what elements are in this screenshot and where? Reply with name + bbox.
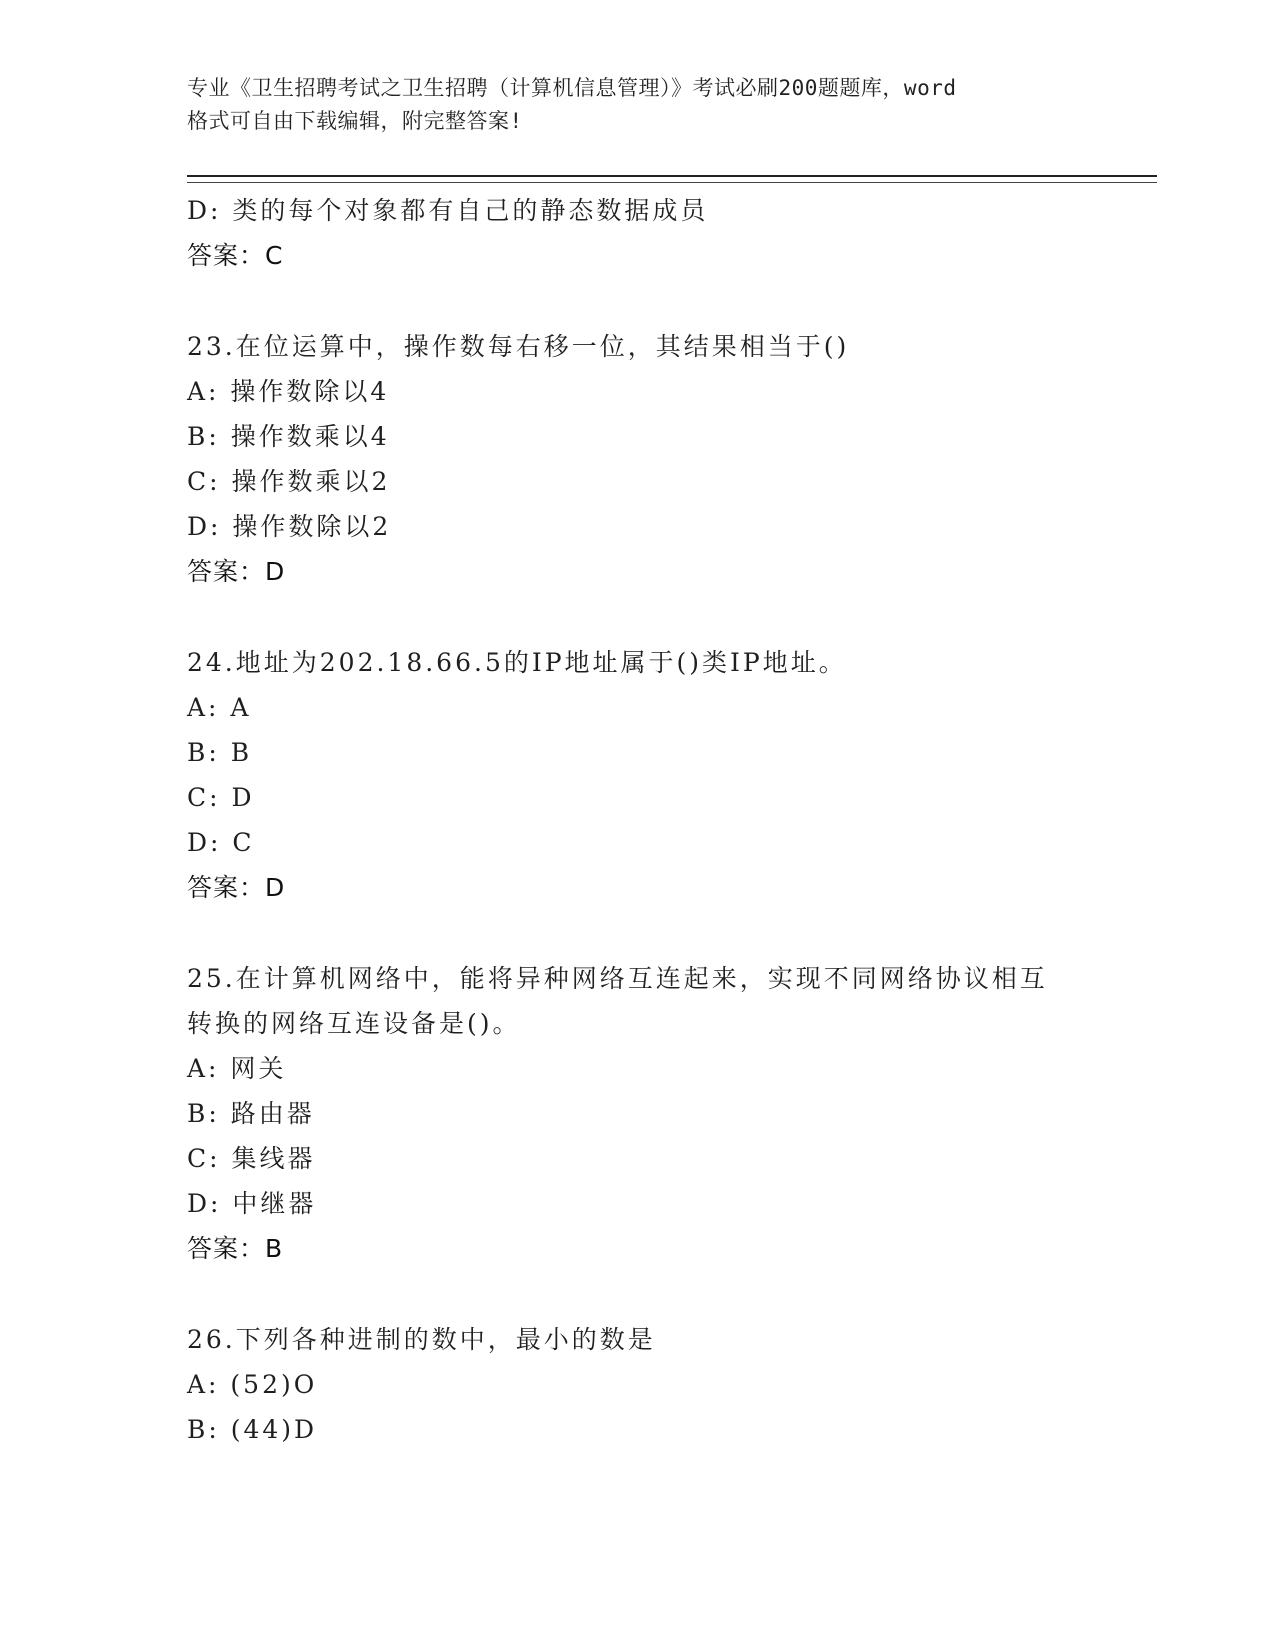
header-divider-thin	[187, 182, 1157, 183]
header-title-line-1: 专业《卫生招聘考试之卫生招聘（计算机信息管理）》考试必刷200题题库，word	[187, 76, 957, 100]
q26-option-b: B: (44)D	[187, 1415, 318, 1444]
q25-answer: 答案：B	[187, 1234, 284, 1263]
q24-answer: 答案：D	[187, 873, 286, 902]
q25-option-c: C: 集线器	[187, 1144, 316, 1173]
q25-option-a: A: 网关	[187, 1054, 287, 1083]
q24-option-a: A: A	[187, 693, 252, 722]
q24-option-b: B: B	[187, 738, 253, 767]
header-title-line-2: 格式可自由下载编辑，附完整答案!	[187, 109, 523, 133]
q23-answer: 答案：D	[187, 557, 286, 586]
prev-answer: 答案：C	[187, 241, 284, 270]
q23-option-c: C: 操作数乘以2	[187, 467, 391, 496]
document-header	[187, 72, 1087, 138]
prev-option-d: D: 类的每个对象都有自己的静态数据成员	[187, 196, 709, 225]
q23-option-d: D: 操作数除以2	[187, 512, 392, 541]
q23-option-b: B: 操作数乘以4	[187, 422, 390, 451]
spacer	[187, 910, 1087, 956]
spacer	[187, 278, 1087, 324]
q26-option-a: A: (52)O	[187, 1370, 318, 1399]
question-list	[187, 188, 1087, 1452]
q24-option-c: C: D	[187, 783, 255, 812]
q24-stem: 24.地址为202.18.66.5的IP地址属于()类IP地址。	[187, 648, 847, 677]
q23-stem: 23.在位运算中，操作数每右移一位，其结果相当于()	[187, 332, 850, 361]
q26-stem: 26.下列各种进制的数中，最小的数是	[187, 1325, 656, 1354]
q23-option-a: A: 操作数除以4	[187, 377, 390, 406]
q25-option-d: D: 中继器	[187, 1189, 317, 1218]
q24-option-d: D: C	[187, 828, 255, 857]
header-divider-thick	[187, 175, 1157, 177]
spacer	[187, 594, 1087, 640]
q25-stem-line-2: 转换的网络互连设备是()。	[187, 1009, 521, 1038]
q25-option-b: B: 路由器	[187, 1099, 315, 1128]
spacer	[187, 1271, 1087, 1317]
q25-stem-line-1: 25.在计算机网络中，能将异种网络互连起来，实现不同网络协议相互	[187, 964, 1048, 993]
